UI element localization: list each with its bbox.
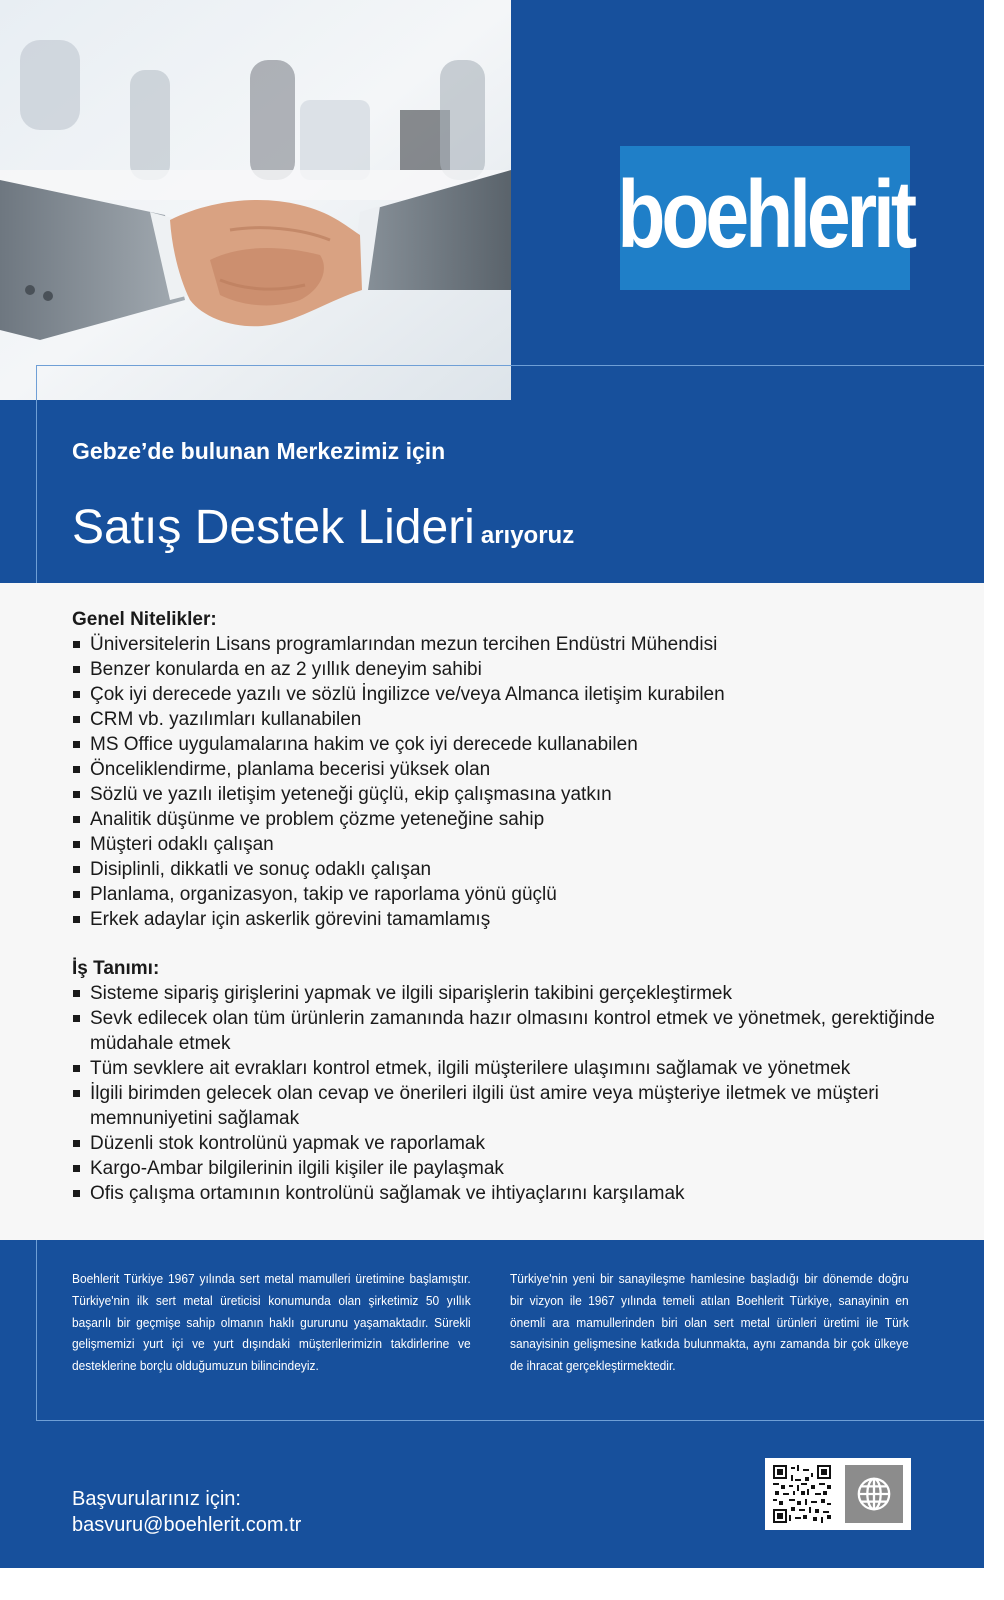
list-item: Benzer konularda en az 2 yıllık deneyim sahibi xyxy=(72,657,962,682)
application-label: Başvurularınız için: xyxy=(72,1488,241,1510)
list-item: Sözlü ve yazılı iletişim yeteneği güçlü, ekip çalışmasına yatkın xyxy=(72,782,962,807)
list-item: CRM vb. yazılımları kullanabilen xyxy=(72,707,962,732)
job-description-heading: İş Tanımı: xyxy=(72,958,160,979)
list-item: Sisteme sipariş girişlerini yapmak ve ilgili siparişlerin takibini gerçekleştirmek xyxy=(72,981,962,1006)
requirements-panel xyxy=(0,583,984,1240)
job-title xyxy=(72,500,574,555)
globe-icon[interactable] xyxy=(845,1465,903,1523)
boehlerit-logo xyxy=(617,146,913,290)
about-company-left: Boehlerit Türkiye 1967 yılında sert metal mamulleri üretimine başlamıştır. Türkiye'nin ilk sert metal üreticisi konumunda olan şirketimiz 50 yıllık başarılı bir geçmişe sahip olmanın haklı gururunu yaşamaktadır. Sürekli gelişmemizi yurt içi ve yurt dışındaki müşterilerimizin takdirlerine ve desteklerine borçlu olduğumuzun bilincindeyiz. xyxy=(72,1271,471,1374)
frame-line-top xyxy=(36,365,984,366)
list-item: Disiplinli, dikkatli ve sonuç odaklı çalışan xyxy=(72,857,962,882)
job-description-list xyxy=(72,981,962,1206)
list-item: Üniversitelerin Lisans programlarından mezun tercihen Endüstri Mühendisi xyxy=(72,632,962,657)
application-contact xyxy=(72,1486,301,1538)
list-item: Ofis çalışma ortamının kontrolünü sağlamak ve ihtiyaçlarını karşılamak xyxy=(72,1181,962,1206)
qualifications-heading: Genel Nitelikler: xyxy=(72,609,217,630)
list-item: Müşteri odaklı çalışan xyxy=(72,832,962,857)
list-item: Planlama, organizasyon, takip ve raporlama yönü güçlü xyxy=(72,882,962,907)
job-title-suffix: arıyoruz xyxy=(480,522,575,549)
list-item: Önceliklendirme, planlama becerisi yüksek olan xyxy=(72,757,962,782)
about-company-right: Türkiye'nin yeni bir sanayileşme hamlesine başladığı bir dönemde doğru bir vizyon ile 1967 yılında temeli atılan Boehlerit Türkiye, sanayinin en önemli ara mamullerinden biri olan sert metal ürünleri üretimi ile Türk sanayisinin gelişmesine katkıda bulunmakta, aynı zamanda bir çok ülkeye de ihracat gerçekleştirmektedir. xyxy=(510,1271,909,1374)
contact-icons xyxy=(765,1458,911,1530)
qualifications-list xyxy=(72,632,962,932)
job-title-main: Satış Destek Lideri xyxy=(72,501,475,554)
location-subheading: Gebze’de bulunan Merkezimiz için xyxy=(72,438,446,464)
list-item: Erkek adaylar için askerlik görevini tamamlamış xyxy=(72,907,962,932)
application-email[interactable]: basvuru@boehlerit.com.tr xyxy=(72,1514,302,1536)
logo-text: boehlerit xyxy=(617,161,913,268)
list-item: Sevk edilecek olan tüm ürünlerin zamanında hazır olmasını kontrol etmek ve yönetmek, gerektiğinde müdahale etmek xyxy=(72,1006,962,1056)
list-item: Analitik düşünme ve problem çözme yeteneğine sahip xyxy=(72,807,962,832)
list-item: MS Office uygulamalarına hakim ve çok iyi derecede kullanabilen xyxy=(72,732,962,757)
list-item: Kargo-Ambar bilgilerinin ilgili kişiler ile paylaşmak xyxy=(72,1156,962,1181)
list-item: Tüm sevklere ait evrakları kontrol etmek, ilgili müşterilere ulaşımını sağlamak ve yönetmek xyxy=(72,1056,962,1081)
list-item: Çok iyi derecede yazılı ve sözlü İngilizce ve/veya Almanca iletişim kurabilen xyxy=(72,682,962,707)
handshake-photo xyxy=(0,0,511,400)
qr-code-icon[interactable] xyxy=(773,1465,831,1523)
frame-line-bottom xyxy=(36,1420,984,1421)
list-item: İlgili birimden gelecek olan cevap ve önerileri ilgili üst amire veya müşteriye iletmek ve müşteri memnuniyetini sağlamak xyxy=(72,1081,962,1131)
list-item: Düzenli stok kontrolünü yapmak ve raporlamak xyxy=(72,1131,962,1156)
